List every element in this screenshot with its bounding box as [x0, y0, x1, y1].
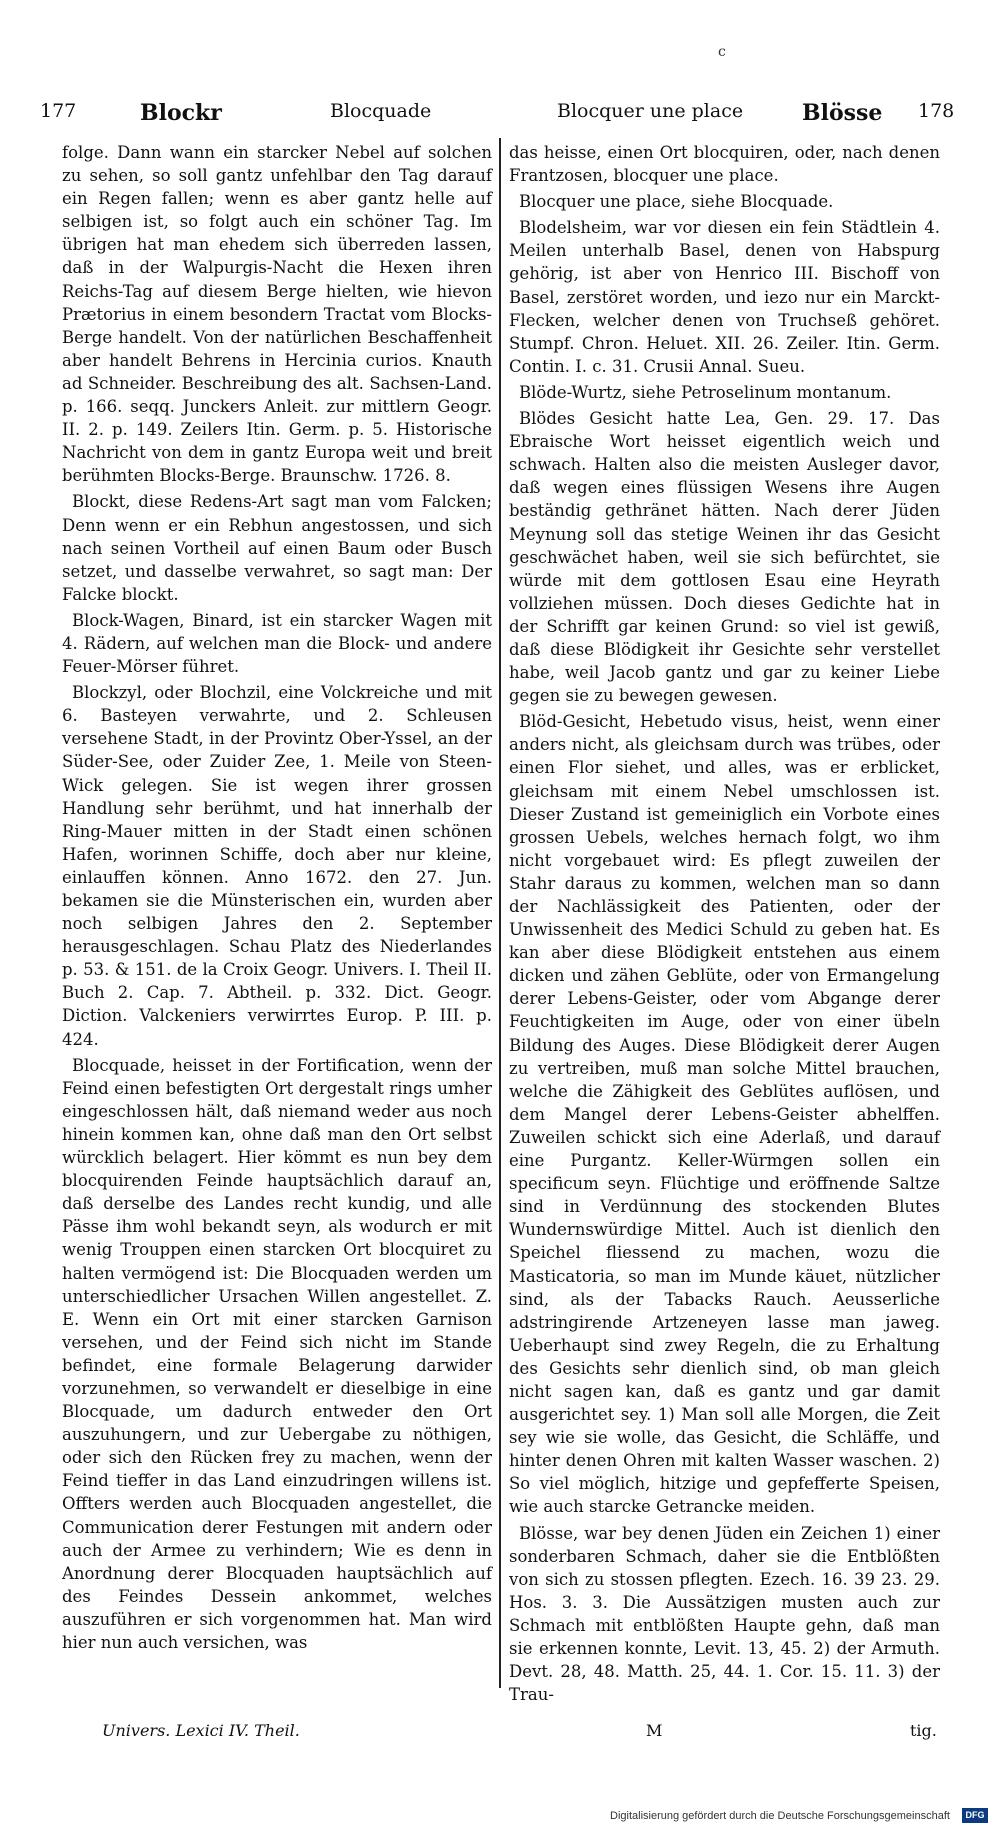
running-head-blosse: Blösse: [802, 100, 883, 126]
page-number-left: 177: [40, 100, 77, 122]
entry-paragraph: folge. Dann wann ein starcker Nebel auf solchen zu sehen, so soll gantz unfehlbar den Tag darauf ein Regen fallen; wenn es aber gantz helle auf selbigen ist, so folgt auch ein schöner Tag. Im übrigen hat man ehedem sich überreden lassen, daß in der Walpurgis-Nacht die Hexen ihren Reichs-Tag auf diesem Berge hielten, wie hievon Prætorius in einem besondern Tractat vom Blocks-Berge handelt. Von der natürlichen Beschaffenheit aber handelt Behrens in Hercinia curios. Knauth ad Schneider. Beschreibung des alt. Sachsen-Land. p. 166. seqq. Junckers Anleit. zur mittlern Geogr. II. 2. p. 149. Zeilers Itin. Germ. p. 5. Historische Nachricht von dem in gantz Europa weit und breit berühmten Blocks-Berge. Braunschw. 1726. 8.: [62, 143, 492, 486]
volume-footer: Univers. Lexici IV. Theil.: [102, 1721, 300, 1740]
page-header: [40, 100, 990, 134]
entry-paragraph: Blocquade, heisset in der Fortification, wenn der Feind einen befestigten Ort dergestalt rings umher eingeschlossen hält, daß niemand weder aus noch hinein kommen kan, ohne daß man den Ort selbst würcklich belagert. Hier kömmt es nun bey dem blocquirenden Feinde hauptsächlich darauf an, daß derselbe des Landes recht kundig, und alle Pässe ihm wohl bekandt seyn, als wodurch er mit wenig Trouppen einen starcken Ort blocquiret zu halten vermögend ist: Die Blocquaden werden um unterschiedlicher Ursachen Willen angestellet. Z. E. Wenn ein Ort mit einer starcken Garnison versehen, und der Feind sich nicht im Stande befindet, eine formale Belagerung darwider vorzunehmen, so verwandelt er dieselbige in eine Blocquade, um dadurch entweder den Ort auszuhungern, und zur Uebergabe zu nöthigen, oder sich den Rücken frey zu machen, wenn der Feind tieffer in das Land einzudringen willens ist. Offters werden auch Blocquaden angestellet, die Communication derer Festungen mit andern oder auch der Armee zu verhindern; Wie es denn in Anordnung derer Blocquaden hauptsächlich auf des Feindes Dessein ankommet, welches auszuführen er sich vorgenommen hat. Man wird hier nun auch versichen, was: [62, 1055, 492, 1652]
catchword: tig.: [910, 1721, 937, 1740]
dfg-logo-icon: DFG: [962, 1808, 988, 1823]
entry-paragraph: Blodelsheim, war vor diesen ein fein Städtlein 4. Meilen unterhalb Basel, denen von Habspurg gehörig, ist aber von Henrico III. Bischoff von Basel, zerstöret worden, und iezo nur ein Marckt-Flecken, welcher denen von Truchseß gehöret. Stumpf. Chron. Heluet. XII. 26. Zeiler. Itin. Germ. Contin. I. c. 31. Crusii Annal. Sueu.: [509, 218, 940, 376]
right-column: [509, 141, 940, 1709]
entry-paragraph: Blöde-Wurtz, siehe Petroselinum montanum.: [519, 382, 892, 402]
entry-paragraph: Blödes Gesicht hatte Lea, Gen. 29. 17. Das Ebraische Wort heisset eigentlich weich und schwach. Halten also die meisten Ausleger davor, daß wegen eines flüssigen Wesens ihre Augen beständig gethränet hätten. Nach derer Jüden Meynung soll das stetige Weinen ihr das Gesicht geschwächet haben, weil sie sich befürchtet, sie würde mit dem gottlosen Esau eine Heyrath vollziehen müssen. Doch dieses Gedichte hat in der Schrifft gar keinen Grund: so viel ist gewiß, daß diese Blödigkeit ihr Gesichte sehr verstellet habe, weil Jacob gantz und gar zu keiner Liebe gegen sie zu bewegen gewesen.: [509, 409, 940, 706]
entry-paragraph: Blockzyl, oder Blochzil, eine Volckreiche und mit 6. Basteyen verwahrte, und 2. Schleusen versehene Stadt, in der Provintz Ober-Yssel, an der Süder-See, oder Zuider Zee, 1. Meile von Steen-Wick gelegen. Sie ist wegen ihrer grossen Handlung sehr berühmt, und hat innerhalb der Ring-Mauer mitten in der Stadt einen schönen Hafen, worinnen Schiffe, doch aber nur kleine, einlauffen können. Anno 1672. den 27. Jun. bekamen sie die Münsterischen ein, wurden aber noch selbigen Jahres den 2. September herausgeschlagen. Schau Platz des Niederlandes p. 53. & 151. de la Croix Geogr. Univers. I. Theil II. Buch 2. Cap. 7. Abtheil. p. 332. Dict. Geogr. Diction. Valckeniers verwirrtes Europ. P. III. p. 424.: [62, 683, 492, 1049]
entry-paragraph: Blocquer une place, siehe Blocquade.: [519, 192, 834, 212]
page-number-right: 178: [918, 100, 955, 122]
digitization-note: Digitalisierung gefördert durch die Deutsche Forschungsgemeinschaft: [610, 1810, 950, 1822]
entry-paragraph: Blöd-Gesicht, Hebetudo visus, heist, wenn einer anders nicht, als gleichsam durch was trübes, oder einen Flor siehet, und alles, was er erblicket, gleichsam mit einem Nebel umschlossen ist. Dieser Zustand ist gemeiniglich ein Vorbote eines grossen Uebels, welches hernach folgt, wo ihm nicht vorgebauet wird: Es pflegt zuweilen der Stahr daraus zu kommen, welchen man so dann der Nachlässigkeit des Patienten, oder der Unwissenheit des Medici Schuld zu geben hat. Es kan aber diese Blödigkeit entstehen aus einem dicken und zähen Geblüte, oder von Ermangelung derer Lebens-Geister, oder vom Abgange derer Feuchtigkeiten im Auge, oder von einer übeln Bildung des Auges. Diese Blödigkeit derer Augen zu vertreiben, muß man solche Mittel brauchen, welche die Zähigkeit des Geblütes auflösen, und dem Mangel derer Lebens-Geister abhelffen. Zuweilen schickt sich eine Aderlaß, und darauf eine Purgantz. Keller-Würmgen sollen ein specificum seyn. Flüchtige und eröffnende Saltze sind in Verdünnung des stockenden Blutes Wundernswürdige Mittel. Auch ist dienlich den Speichel fliessend zu machen, wozu die Masticatoria, so man im Munde käuet, nützlicher sind, als der Tabacks Rauch. Aeusserliche adstringirende Artzeneyen lasse man jaweg. Ueberhaupt sind zwey Regeln, die zu Erhaltung des Gesichts sehr dienlich sind, ob man gleich nicht sagen kan, daß es gantz und gar damit ausgerichtet sey. 1) Man soll alle Morgen, die Zeit sey wie sie wolle, das Gesicht, die Schläffe, und hinter denen Ohren mit kalten Wasser waschen. 2) So viel möglich, hitzige und gepfefferte Speisen, wie auch starcke Getrancke meiden.: [509, 712, 940, 1517]
entry-paragraph: Block-Wagen, Binard, ist ein starcker Wagen mit 4. Rädern, auf welchen man die Block- und andere Feuer-Mörser führet.: [62, 610, 492, 677]
signature-mark: M: [646, 1721, 663, 1740]
running-head-right: Blocquer une place: [557, 100, 744, 122]
column-divider: [499, 138, 501, 1688]
entry-paragraph: Blösse, war bey denen Jüden ein Zeichen 1) einer sonderbaren Schmach, daher sie die Entblößten von sich zu stossen pflegten. Ezech. 16. 39 23. 29. Hos. 3. 3. Die Aussätzigen musten auch zur Schmach mit entblößten Haupte gehn, daß man sie erkennen konnte, Levit. 13, 45. 2) der Armuth. Devt. 28, 48. Matth. 25, 44. 1. Cor. 15. 11. 3) der Trau-: [509, 1523, 940, 1705]
entry-paragraph: Blockt, diese Redens-Art sagt man vom Falcken; Denn wenn er ein Rebhun angestossen, und sich nach seinen Vortheil auf einen Baum oder Busch setzet, und dasselbe verwahret, so sagt man: Der Falcke blockt.: [62, 492, 492, 604]
running-head-left: Blockr: [140, 100, 222, 126]
top-mark: c: [718, 44, 726, 60]
running-head-middle: Blocquade: [330, 100, 432, 122]
entry-paragraph: das heisse, einen Ort blocquiren, oder, nach denen Frantzosen, blocquer une place.: [509, 143, 940, 186]
left-column: [62, 141, 492, 1657]
